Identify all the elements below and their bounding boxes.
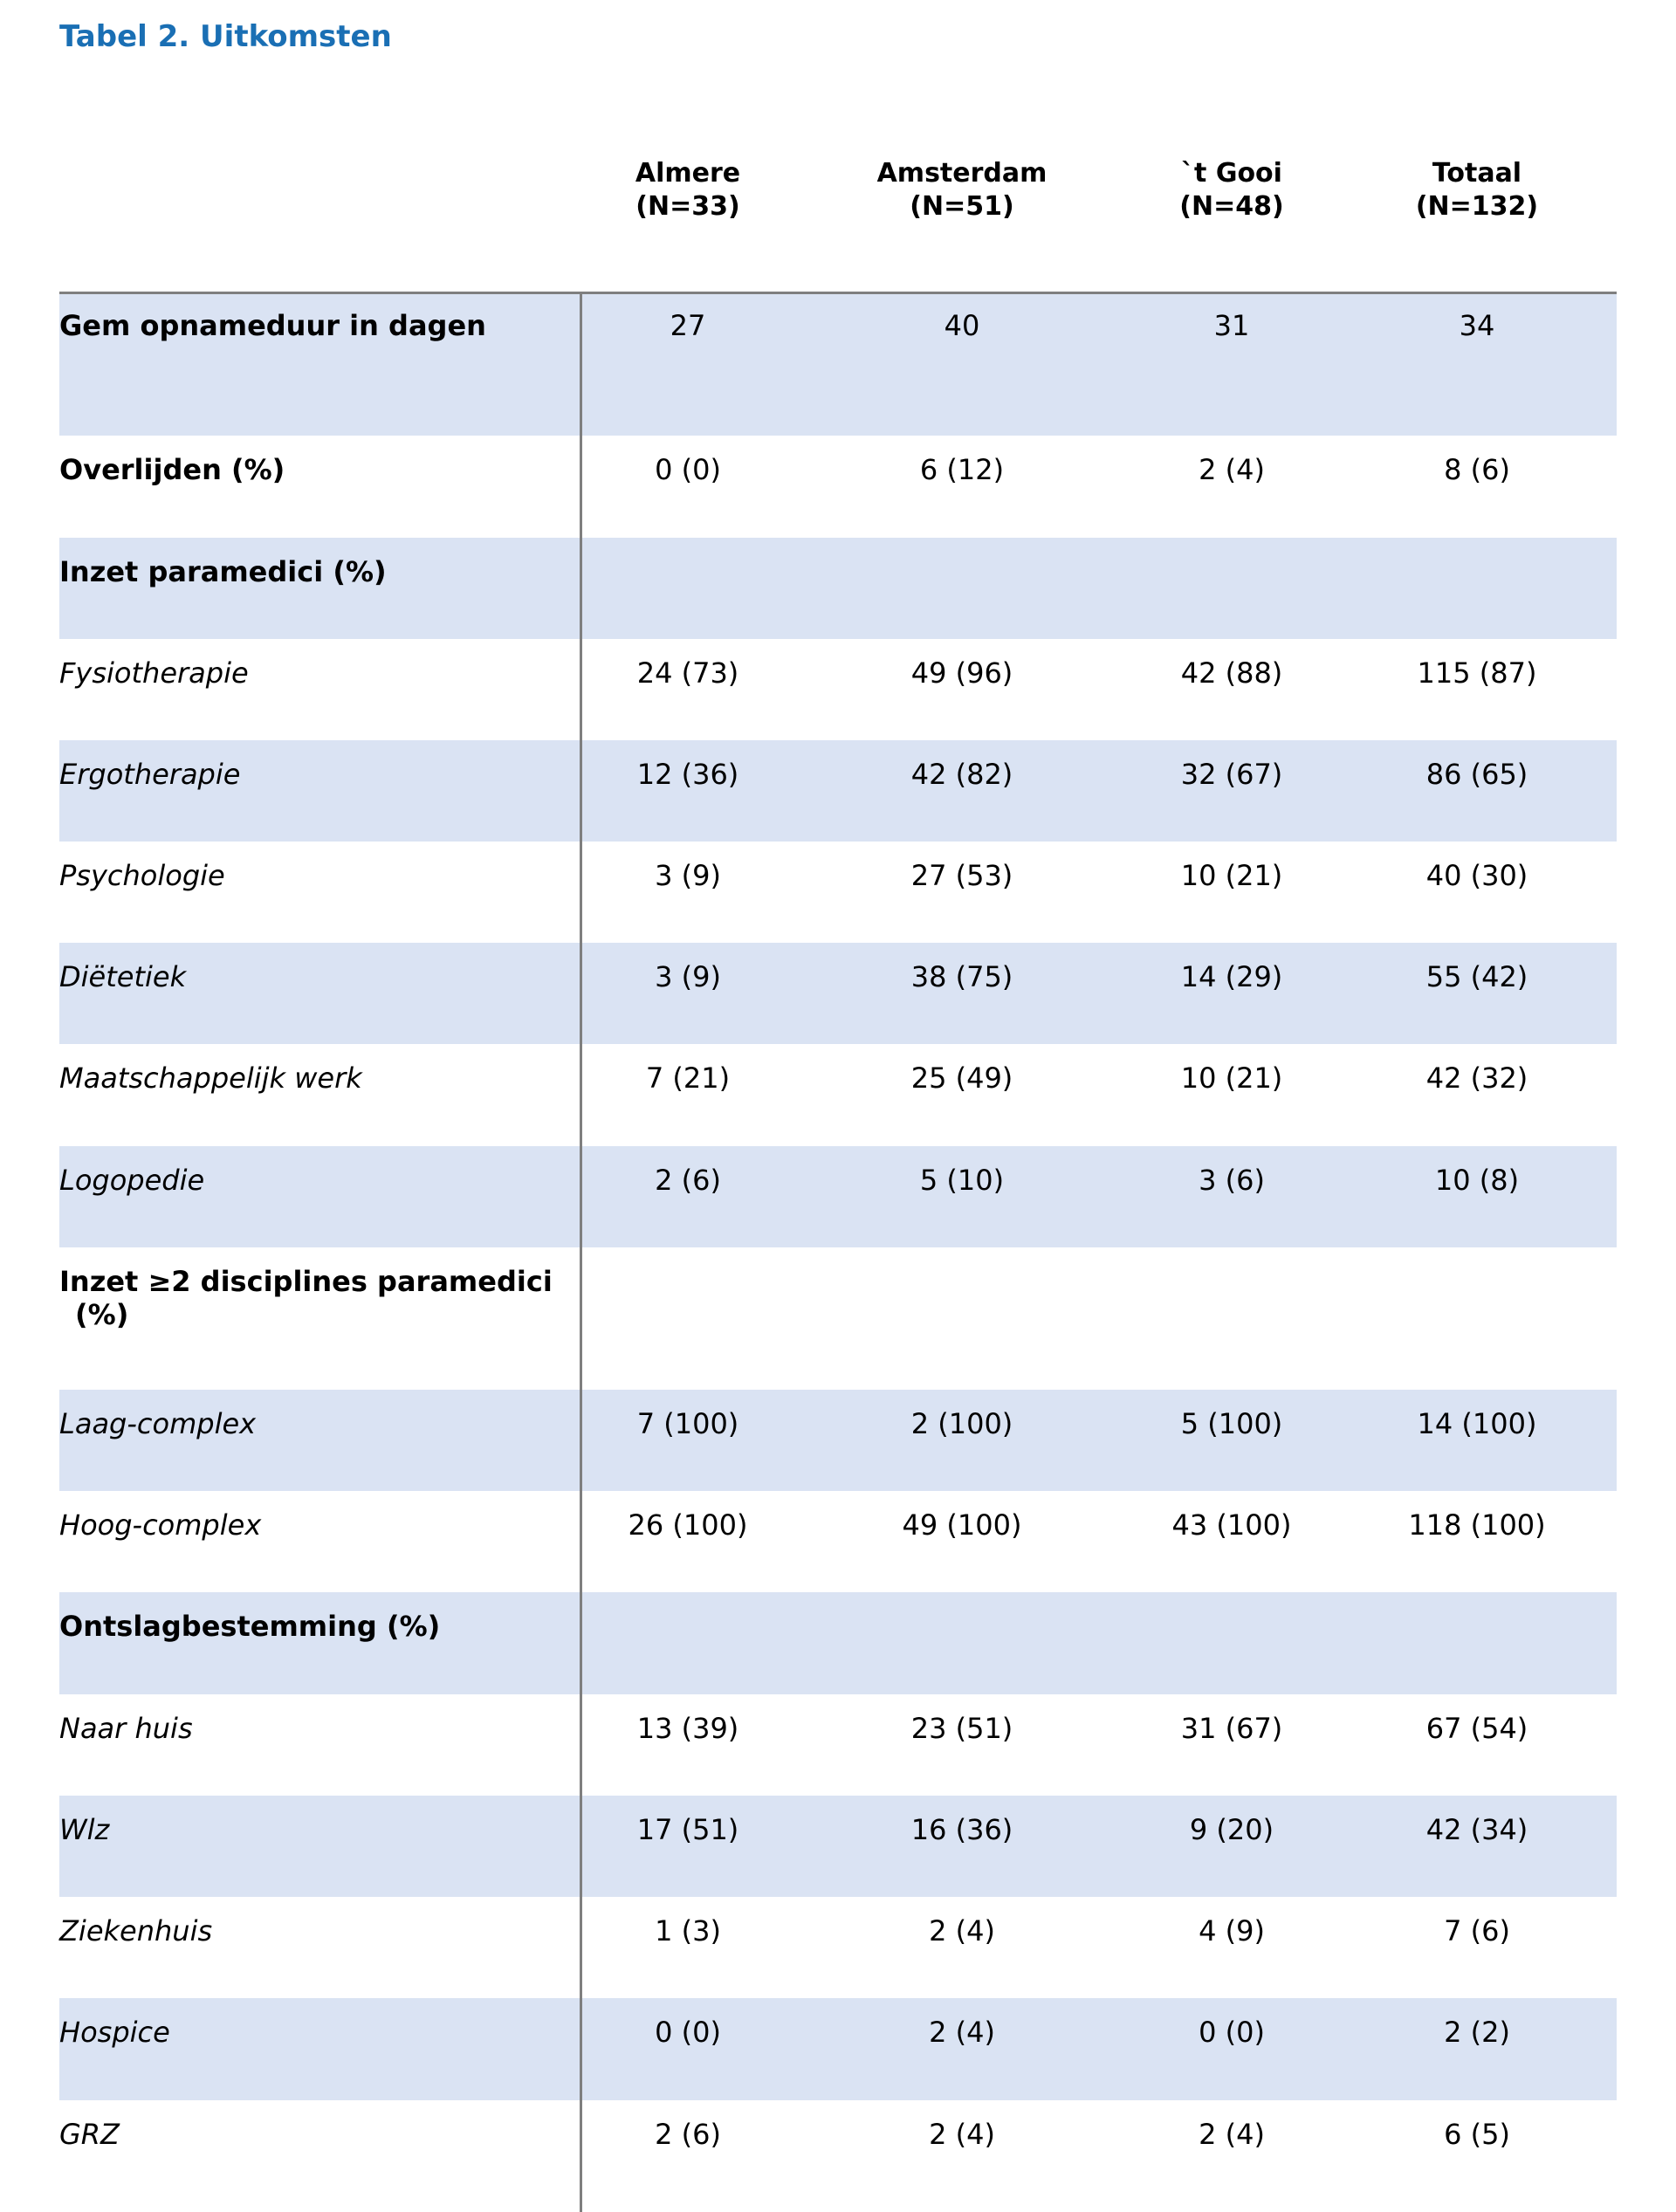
table-cell: 23 (51) — [910, 1712, 1013, 1745]
table-cell: 2 (4) — [929, 1914, 995, 1948]
row-label: Logopedie — [59, 1164, 205, 1197]
table-cell: 8 (6) — [1444, 453, 1510, 486]
table-cell: 2 (6) — [655, 1164, 721, 1197]
table-row — [59, 1796, 1617, 1897]
table-row — [59, 538, 1617, 639]
table-cell: 10 (21) — [1180, 859, 1283, 892]
table-cell: 6 (5) — [1444, 2118, 1510, 2151]
table-title: Tabel 2. Uitkomsten — [59, 19, 392, 54]
table-row — [59, 943, 1617, 1044]
table-cell: 7 (6) — [1444, 1914, 1510, 1948]
row-label: Overlijden (%) — [59, 453, 285, 486]
row-label: Laag-complex — [59, 1407, 257, 1440]
table-cell: 67 (54) — [1425, 1712, 1528, 1745]
table-cell: 1 (3) — [655, 1914, 721, 1948]
table-cell: 2 (4) — [1199, 453, 1265, 486]
table-row — [59, 1592, 1617, 1694]
table-cell: 0 (0) — [655, 2016, 721, 2049]
row-label: Psychologie — [59, 859, 225, 892]
table-cell: 42 (32) — [1425, 1061, 1528, 1095]
table-cell: 16 (36) — [910, 1813, 1013, 1846]
row-label: Maatschappelijk werk — [59, 1061, 362, 1095]
column-count: (N=51) — [910, 191, 1014, 222]
table-row — [59, 1247, 1617, 1390]
row-label: Ergotherapie — [59, 758, 241, 791]
row-label: GRZ — [59, 2118, 120, 2151]
table-cell: 4 (9) — [1199, 1914, 1265, 1948]
table-cell: 2 (4) — [929, 2016, 995, 2049]
table-cell: 43 (100) — [1171, 1508, 1292, 1542]
table-cell: 42 (82) — [910, 758, 1013, 791]
column-name: `t Gooi — [1181, 158, 1282, 189]
table-cell: 25 (49) — [910, 1061, 1013, 1095]
table-row — [59, 1897, 1617, 1998]
table-row — [59, 292, 1617, 436]
table-row — [59, 639, 1617, 740]
table-cell: 34 — [1459, 309, 1495, 342]
table-cell: 12 (36) — [636, 758, 739, 791]
table-cell: 0 (0) — [1199, 2016, 1265, 2049]
column-header-2 — [831, 157, 1093, 223]
table-row — [59, 1491, 1617, 1592]
column-header-3 — [1101, 157, 1363, 223]
table-cell: 40 — [944, 309, 980, 342]
table-cell: 6 (12) — [919, 453, 1005, 486]
table-row — [59, 842, 1617, 943]
column-header-1 — [557, 157, 819, 223]
table-cell: 31 (67) — [1180, 1712, 1283, 1745]
table-cell: 26 (100) — [628, 1508, 748, 1542]
table-cell: 31 — [1213, 309, 1250, 342]
table-cell: 42 (88) — [1180, 656, 1283, 690]
table-cell: 38 (75) — [910, 960, 1013, 993]
row-label: Ontslagbestemming (%) — [59, 1610, 441, 1643]
row-label: Diëtetiek — [59, 960, 187, 993]
table-cell: 5 (10) — [919, 1164, 1005, 1197]
table-cell: 2 (4) — [1199, 2118, 1265, 2151]
table-cell: 2 (2) — [1444, 2016, 1510, 2049]
column-count: (N=48) — [1179, 191, 1284, 222]
column-header-row — [59, 157, 1617, 262]
table-row — [59, 2100, 1617, 2202]
table-row — [59, 740, 1617, 842]
table-cell: 115 (87) — [1417, 656, 1537, 690]
column-name: Almere — [635, 158, 741, 189]
row-label: Wlz — [59, 1813, 110, 1846]
table-cell: 27 — [670, 309, 706, 342]
table-cell: 40 (30) — [1425, 859, 1528, 892]
outcomes-table — [59, 292, 1617, 2202]
table-cell: 7 (100) — [636, 1407, 739, 1440]
row-label: Fysiotherapie — [59, 656, 249, 690]
table-row — [59, 1390, 1617, 1491]
table-cell: 5 (100) — [1180, 1407, 1283, 1440]
row-label: Inzet paramedici (%) — [59, 555, 387, 588]
row-label: Gem opnameduur in dagen — [59, 309, 486, 342]
table-cell: 14 (29) — [1180, 960, 1283, 993]
table-cell: 3 (9) — [655, 859, 721, 892]
table-cell: 49 (96) — [910, 656, 1013, 690]
table-cell: 10 (8) — [1434, 1164, 1520, 1197]
table-cell: 9 (20) — [1189, 1813, 1274, 1846]
table-cell: 27 (53) — [910, 859, 1013, 892]
column-count: (N=132) — [1415, 191, 1539, 222]
table-cell: 14 (100) — [1417, 1407, 1537, 1440]
row-label: Inzet ≥2 disciplines paramedici (%) — [59, 1265, 553, 1331]
table-cell: 24 (73) — [636, 656, 739, 690]
table-cell: 86 (65) — [1425, 758, 1528, 791]
row-label: Ziekenhuis — [59, 1914, 213, 1948]
row-label: Hospice — [59, 2016, 170, 2049]
column-header-4 — [1346, 157, 1608, 223]
table-cell: 2 (6) — [655, 2118, 721, 2151]
table-cell: 3 (6) — [1199, 1164, 1265, 1197]
table-row — [59, 436, 1617, 538]
table-cell: 2 (4) — [929, 2118, 995, 2151]
column-name: Amsterdam — [876, 158, 1048, 189]
table-row — [59, 1694, 1617, 1796]
table-row — [59, 1044, 1617, 1146]
row-label: Hoog-complex — [59, 1508, 262, 1542]
table-cell: 49 (100) — [902, 1508, 1022, 1542]
table-cell: 17 (51) — [636, 1813, 739, 1846]
table-cell: 32 (67) — [1180, 758, 1283, 791]
table-row — [59, 1998, 1617, 2100]
table-cell: 2 (100) — [910, 1407, 1013, 1440]
table-cell: 7 (21) — [645, 1061, 731, 1095]
table-cell: 3 (9) — [655, 960, 721, 993]
table-cell: 10 (21) — [1180, 1061, 1283, 1095]
table-cell: 55 (42) — [1425, 960, 1528, 993]
table-row — [59, 1146, 1617, 1247]
row-label: Naar huis — [59, 1712, 193, 1745]
column-name: Totaal — [1432, 158, 1522, 189]
table-cell: 13 (39) — [636, 1712, 739, 1745]
column-count: (N=33) — [635, 191, 740, 222]
table-cell: 118 (100) — [1408, 1508, 1546, 1542]
table-cell: 0 (0) — [655, 453, 721, 486]
table-cell: 42 (34) — [1425, 1813, 1528, 1846]
